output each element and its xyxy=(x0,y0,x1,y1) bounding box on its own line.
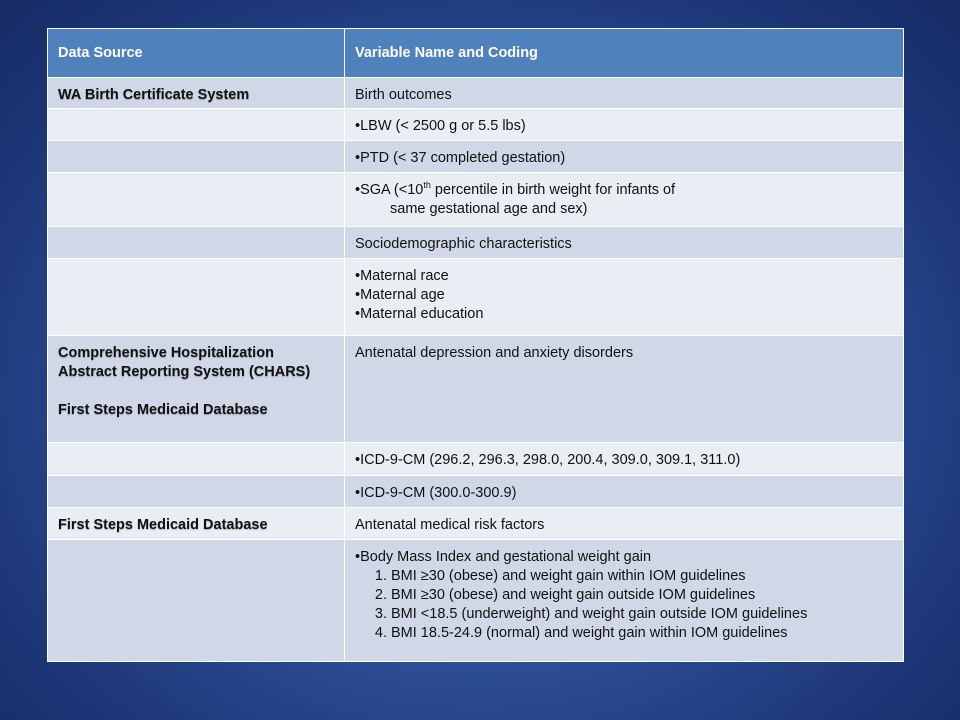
bullet-item: • Maternal age xyxy=(355,286,893,305)
variable-cell xyxy=(345,109,904,141)
variable-cell xyxy=(345,443,904,476)
table-row xyxy=(48,508,904,540)
data-sources-table xyxy=(47,28,904,662)
bullet-item: • Body Mass Index and gestational weight gain xyxy=(355,548,893,567)
table-row xyxy=(48,109,904,141)
table-row xyxy=(48,259,904,336)
table-row xyxy=(48,540,904,662)
variable-cell: Sociodemographic characteristics xyxy=(345,227,904,259)
source-label: First Steps Medicaid Database xyxy=(58,402,268,418)
source-cell xyxy=(48,540,345,662)
variable-cell: Antenatal depression and anxiety disorders xyxy=(345,336,904,443)
bullet-item: • ICD-9-CM (300.0-300.9) xyxy=(355,485,516,501)
source-label: Abstract Reporting System (CHARS) xyxy=(58,364,311,380)
source-cell xyxy=(48,259,345,336)
table-row xyxy=(48,227,904,259)
variable-cell: Birth outcomes xyxy=(345,78,904,109)
source-cell xyxy=(48,227,345,259)
table-row xyxy=(48,336,904,443)
sga-text-end: percentile in birth weight for infants of xyxy=(430,182,676,198)
bmi-numbered-list xyxy=(355,567,893,643)
source-label: Comprehensive Hospitalization xyxy=(58,345,274,361)
bullet-item: • LBW (< 2500 g or 5.5 lbs) xyxy=(355,118,526,134)
source-cell xyxy=(48,141,345,173)
source-label: WA Birth Certificate System xyxy=(58,87,250,103)
source-cell xyxy=(48,173,345,227)
header-variable-name: Variable Name and Coding xyxy=(345,29,904,78)
source-cell xyxy=(48,109,345,141)
list-item: 4. BMI 18.5-24.9 (normal) and weight gain within IOM guidelines xyxy=(391,624,893,643)
table-row xyxy=(48,476,904,508)
bullet-item: • Maternal education xyxy=(355,305,893,324)
source-label: First Steps Medicaid Database xyxy=(58,517,268,533)
variable-cell xyxy=(345,173,904,227)
bullet-item xyxy=(355,181,893,200)
variable-cell xyxy=(345,141,904,173)
sga-text-start: SGA (<10 xyxy=(360,182,424,198)
variable-cell xyxy=(345,476,904,508)
table-row xyxy=(48,78,904,109)
variable-cell xyxy=(345,540,904,662)
sga-continuation: same gestational age and sex) xyxy=(390,201,588,217)
source-cell xyxy=(48,78,345,109)
source-cell xyxy=(48,508,345,540)
sga-superscript: th xyxy=(423,180,431,191)
bullet-item: • Maternal race xyxy=(355,267,893,286)
variable-cell: Antenatal medical risk factors xyxy=(345,508,904,540)
list-item: 3. BMI <18.5 (underweight) and weight gain outside IOM guidelines xyxy=(391,605,893,624)
variable-cell xyxy=(345,259,904,336)
bullet-item: • PTD (< 37 completed gestation) xyxy=(355,150,565,166)
source-cell xyxy=(48,443,345,476)
table-row xyxy=(48,443,904,476)
table-row xyxy=(48,141,904,173)
bullet-item: • ICD-9-CM (296.2, 296.3, 298.0, 200.4, 309.0, 309.1, 311.0) xyxy=(355,452,740,468)
header-data-source: Data Source xyxy=(48,29,345,78)
source-cell xyxy=(48,476,345,508)
source-cell xyxy=(48,336,345,443)
table-row xyxy=(48,173,904,227)
list-item: 2. BMI ≥30 (obese) and weight gain outside IOM guidelines xyxy=(391,586,893,605)
table-header-row xyxy=(48,29,904,78)
list-item: 1. BMI ≥30 (obese) and weight gain within IOM guidelines xyxy=(391,567,893,586)
